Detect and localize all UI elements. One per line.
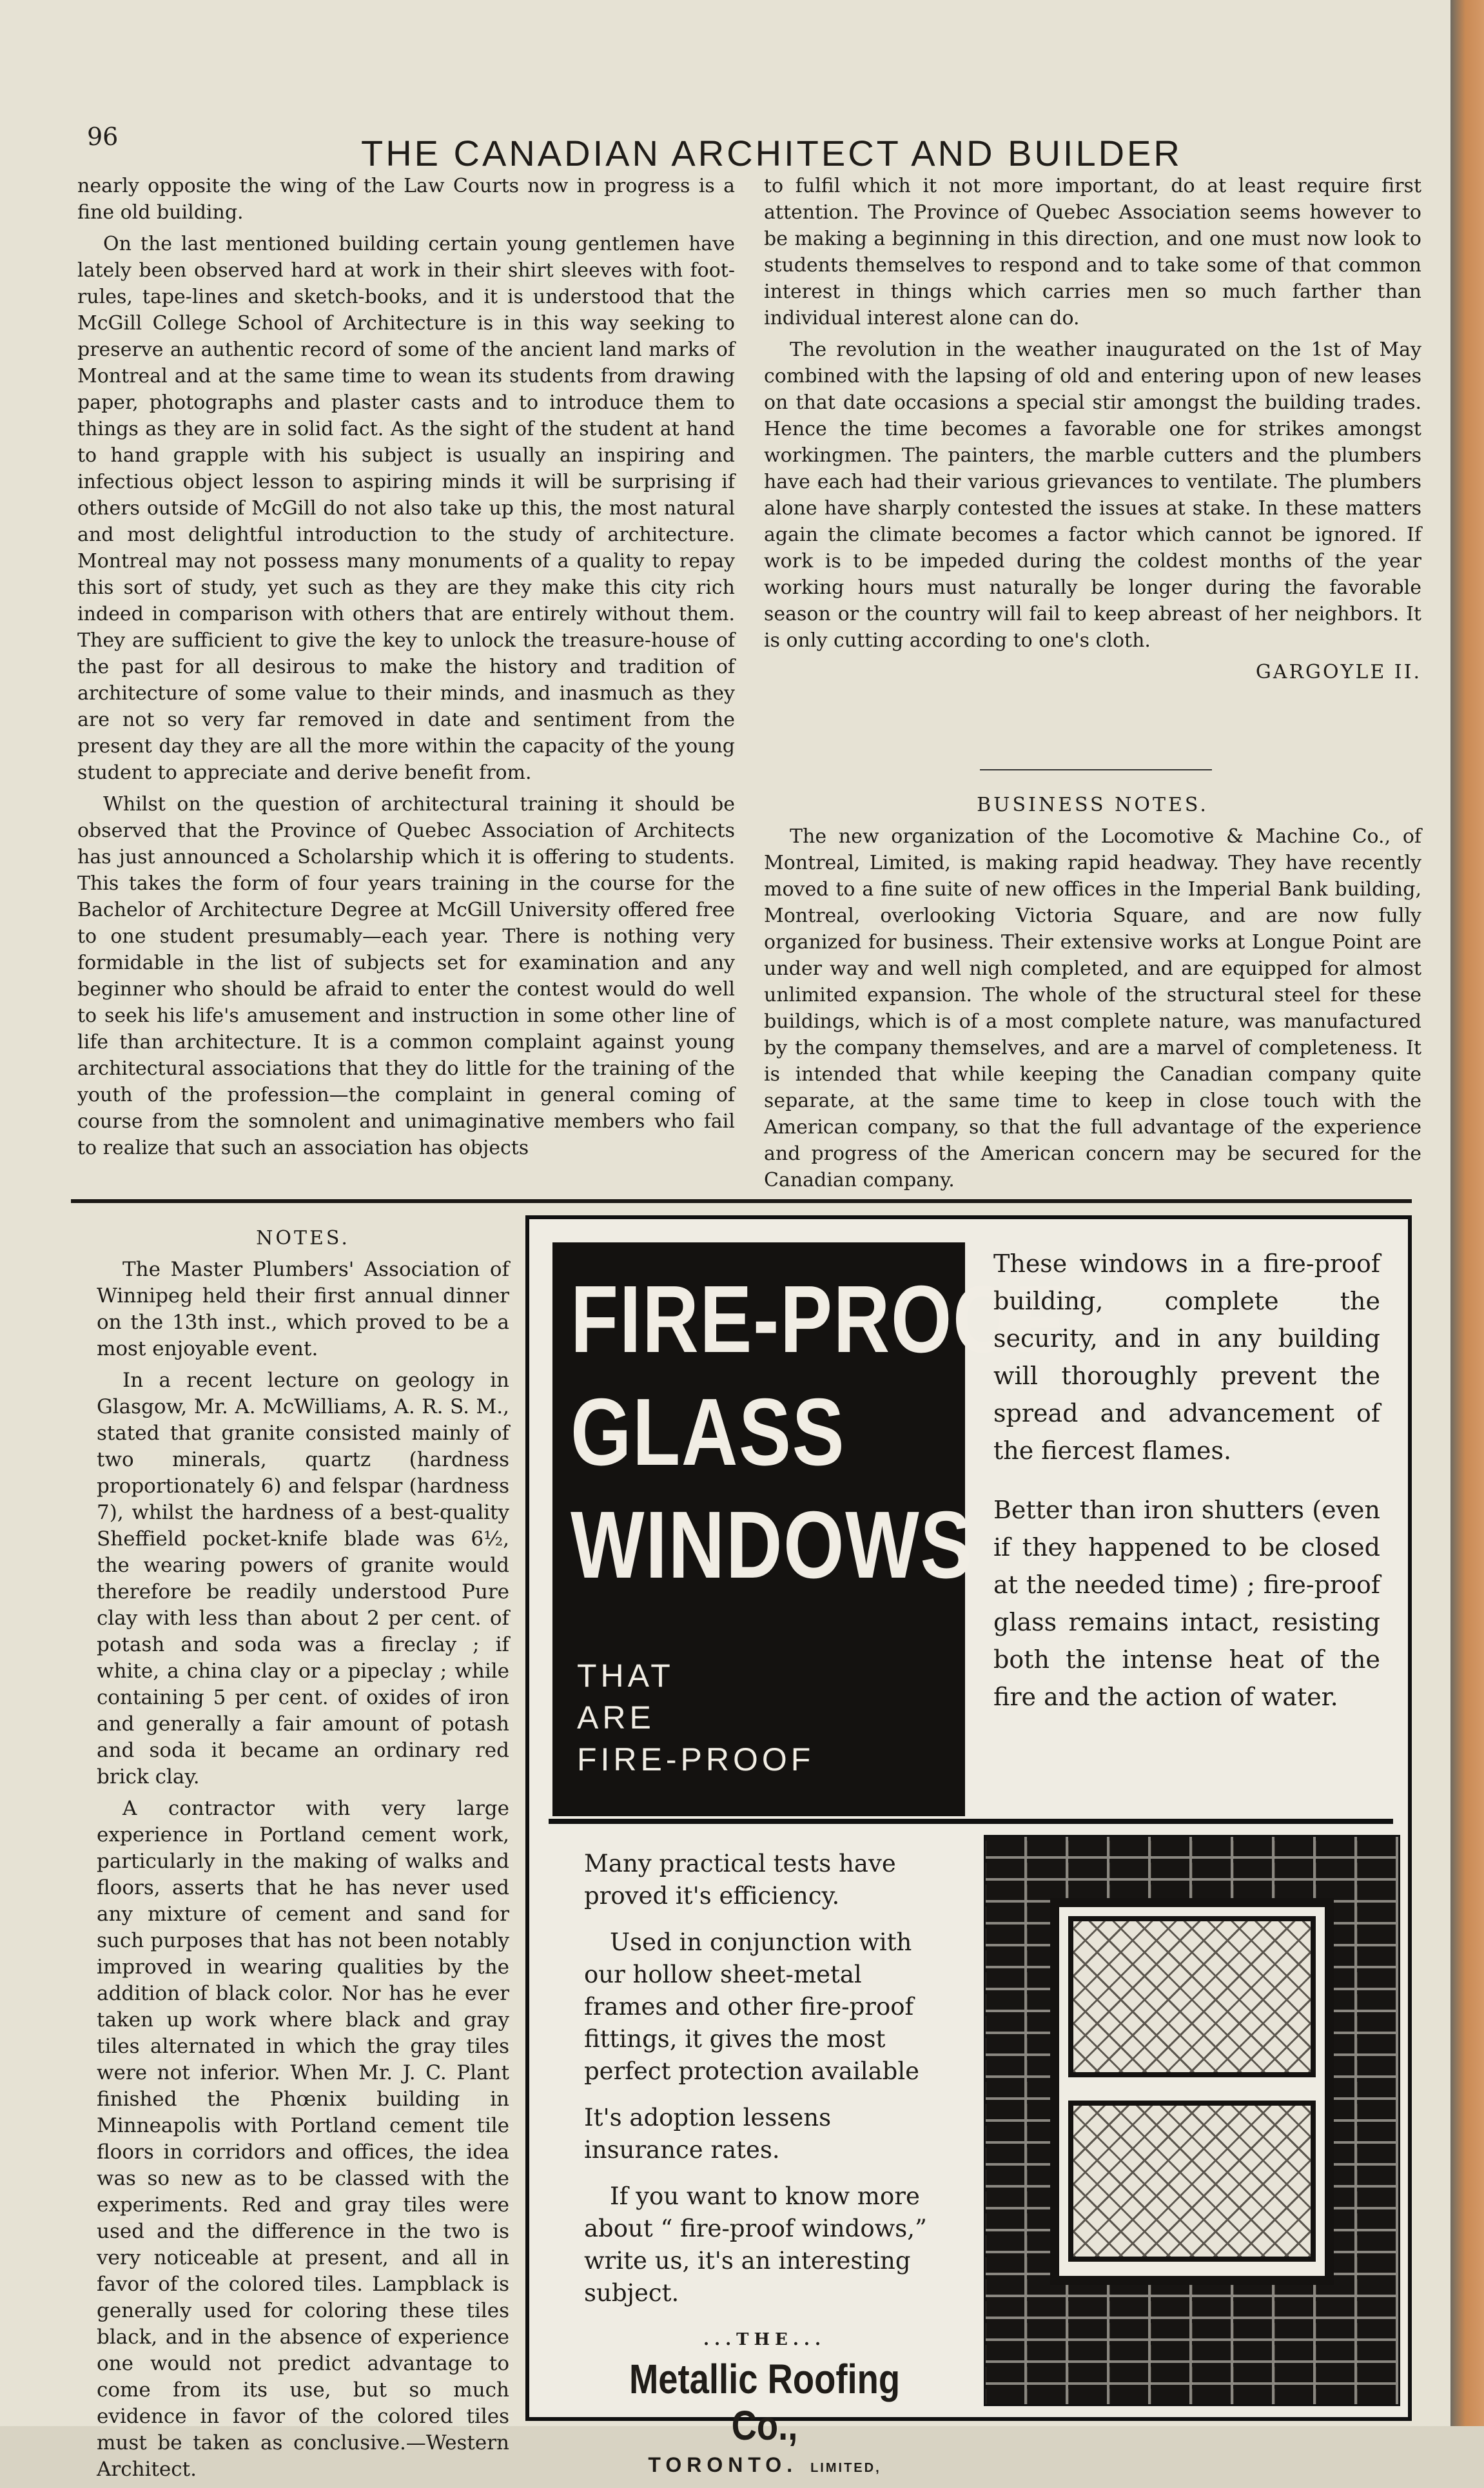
- article-paragraph: On the last mentioned building certain young gentlemen have lately been observed hard at work in their shirt sleeves with foot-rules, tape-lines and sketch-books, and it is understood that the McGill College School of Architecture is in this way seeking to preserve an authentic record of some of the ancient land marks of Montreal and at the same time to wean its students from drawing paper, photographs and plaster casts and to introduce them to things as they are in solid fact. As the sight of the student at hand to hand grapple with his subject is usually an inspiring and infectious object lesson to aspiring minds it will be surprising if others outside of McGill do not also take up this, the most natural and most delightful introduction to the study of architecture. Montreal may not possess many monuments of a quality to repay this sort of study, yet such as they are they make this city rich indeed in comparison with others that are entirely without them. They are sufficient to give the key to unlock the treasure-house of the past for all desirous to make the history and tradition of architecture of some value to their minds, and inasmuch as they are not so very far removed in date and sentiment from the present day they are all the more within the capacity of the young student to appreciate and derive benefit from.: [77, 233, 735, 784]
- ad-paragraph: If you want to know more about “ fire-proof windows,” write us, it's an interesting subject.: [584, 2182, 927, 2307]
- brick-wall-illustration: [984, 1835, 1400, 2406]
- company-city: [584, 2449, 945, 2484]
- ad-subline: ARE: [577, 1699, 655, 1736]
- ad-description: [993, 1245, 1380, 1738]
- ad-paragraph: Better than iron shutters (even if they happened to be closed at the needed time) ; fire-proof glass remains intact, resisting both the intense heat of the fire and the action of water.: [993, 1496, 1380, 1711]
- article-right-column: [764, 173, 1421, 685]
- company-name: Metallic Roofing Co.,: [629, 2356, 901, 2449]
- page-edge: [1450, 0, 1484, 2426]
- window-illustration: [1050, 1898, 1334, 2285]
- notes-paragraph: The Master Plumbers' Association of Winnipeg held their first annual dinner on the 13th inst., which proved to be a most enjoyable event.: [97, 1258, 509, 1360]
- wired-glass-pane-top: [1068, 1916, 1316, 2077]
- notes-heading: NOTES.: [256, 1227, 350, 1249]
- author-signature: GARGOYLE II.: [1255, 661, 1421, 683]
- ad-paragraph: Many practical tests have proved it's efficiency.: [584, 1850, 896, 1910]
- business-notes-heading: BUSINESS NOTES.: [977, 794, 1209, 816]
- notes-section: [97, 1225, 509, 2488]
- ad-headline-line: GLASS: [571, 1379, 846, 1485]
- horizontal-rule: [71, 1199, 1412, 1203]
- business-notes-text: The new organization of the Locomotive & Machine Co., of Montreal, Limited, is making rapid headway. They have recently moved to a fine suite of new offices in the Imperial Bank building, Montreal, overlooking Victoria Square, and are now fully organized for business. Their extensive works at Longue Point are under way and well nigh completed, and are equipped for almost unlimited expansion. The whole of the structural steel for these buildings, which is of a most complete nature, was manufactured by the company themselves, and are a marvel of completeness. It is intended that while keeping the Canadian company quite separate, at the same time to keep in close touch with the American company, so that the full advantage of the experience and progress of the American concern may be secured for the Canadian company.: [764, 825, 1421, 1191]
- article-paragraph: nearly opposite the wing of the Law Courts now in progress is a fine old building.: [77, 175, 735, 224]
- wired-glass-pane-bottom: [1068, 2101, 1316, 2262]
- ad-subline: THAT: [577, 1658, 674, 1694]
- advertisement: [525, 1215, 1412, 2476]
- limited-label: LIMITED,: [810, 2461, 881, 2475]
- ad-body: [584, 1848, 945, 2484]
- ad-paragraph: Used in conjunction with our hollow sheet-metal frames and other fire-proof fittings, it gives the most perfect protection available: [584, 1928, 920, 2085]
- article-paragraph: to fulfil which it not more important, do at least require first attention. The Province of Quebec Association seems however to be making a beginning in this direction, and one must now look to students themselves to respond and to take some of that common interest in things which carries men so much farther than individual interest alone can do.: [764, 175, 1421, 329]
- ad-divider: [549, 1819, 1393, 1824]
- city-name: TORONTO.: [648, 2453, 798, 2476]
- article-left-column: [77, 173, 735, 1166]
- ad-headline-line: FIRE-PROOF: [571, 1266, 1064, 1373]
- ad-the-label: ...THE...: [703, 2330, 826, 2349]
- ad-subline: FIRE-PROOF: [577, 1741, 815, 1778]
- ad-headline-panel: [552, 1242, 1064, 1816]
- ad-paragraph: These windows in a fire-proof building, complete the security, and in any building will thoroughly prevent the spread and advancement of the fiercest flames.: [993, 1249, 1380, 1465]
- ad-headline-line: WINDOWS: [571, 1492, 973, 1598]
- article-paragraph: Whilst on the question of architectural training it should be observed that the Province of Quebec Association of Architects has just announced a Scholarship which it is offering to students. This takes the form of four years training in the course for the Bachelor of Architecture Degree at McGill University offered free to one student presumably—each year. There is nothing very formidable in the list of subjects set for examination and any beginner who should be afraid to enter the contest would do well to seek his life's amusement and instruction in some other line of life than architecture. It is a common complaint against young architectural associations that they do little for the training of the youth of the profession—the complaint in general coming of course from the somnolent and unimaginative members who fail to realize that such an association has objects: [77, 793, 735, 1159]
- business-notes-section: [764, 792, 1421, 1199]
- notes-paragraph: A contractor with very large experience in Portland cement work, particularly in the making of walks and floors, asserts that he has never used any mixture of cement and sand for such purposes that has not been notably improved in wearing qualities by the addition of black color. Nor has he ever taken up work where black and gray tiles alternated in which the gray tiles were not inferior. When Mr. J. C. Plant finished the Phœnix building in Minneapolis with Portland cement tile floors in corridors and offices, the idea was so new as to be classed with the experiments. Red and gray tiles were used and the difference in the two is very noticeable at present, and all in favor of the colored tiles. Lampblack is generally used for coloring these tiles black, and in the absence of experience one would not predict advantage to come from its use, but so much evidence in favor of the colored tiles must be taken as conclusive.—Western Architect.: [97, 1797, 509, 2481]
- section-divider: [980, 769, 1212, 770]
- notes-paragraph: In a recent lecture on geology in Glasgow, Mr. A. McWilliams, A. R. S. M., stated that granite consisted mainly of two minerals, quartz (hardness proportionately 6) and felspar (hardness 7), whilst the hardness of a best-quality Sheffield pocket-knife blade was 6½, the wearing powers of granite would therefore be readily understood Pure clay with less than about 2 per cent. of potash and soda was a fireclay ; if white, a china clay or a pipeclay ; while containing 5 per cent. of oxides of iron and generally a fair amount of potash and soda it became an ordinary red brick clay.: [97, 1369, 509, 1788]
- article-paragraph: The revolution in the weather inaugurated on the 1st of May combined with the lapsing of old and entering upon of new leases on that date occasions a special stir amongst the building trades. Hence the time becomes a favorable one for strikes amongst workingmen. The painters, the marble cutters and the plumbers have each had their various grievances to ventilate. The plumbers alone have sharply contested the issues at stake. In these matters again the climate becomes a factor which cannot be ignored. If work is to be impeded during the coldest months of the year working hours must naturally be longer during the favorable season or the country will fail to keep abreast of her neighbors. It is only cutting according to one's cloth.: [764, 338, 1421, 652]
- masthead-title: THE CANADIAN ARCHITECT AND BUILDER: [361, 133, 1182, 173]
- ad-paragraph: It's adoption lessens insurance rates.: [584, 2104, 832, 2164]
- page-number: 96: [87, 122, 119, 151]
